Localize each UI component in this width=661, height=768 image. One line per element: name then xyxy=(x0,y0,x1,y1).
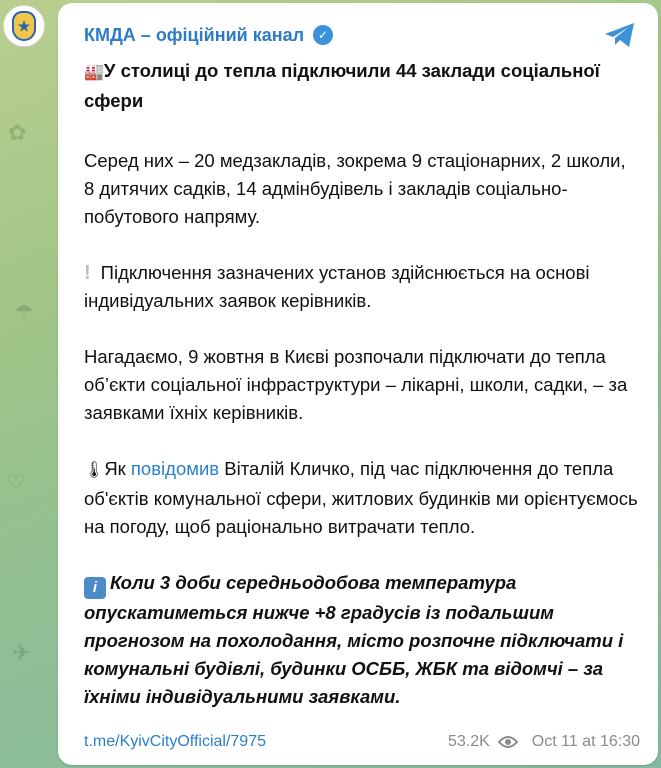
post-title xyxy=(84,57,640,115)
message-footer xyxy=(84,731,640,753)
post-link[interactable]: t.me/KyivCityOfficial/7975 xyxy=(84,733,266,750)
paragraph-text: Як xyxy=(104,458,131,479)
post-paragraph: Серед них – 20 медзакладів, зокрема 9 стаціонарних, 2 школи, 8 дитячих садків, 14 адмінбудівель і закладів соціально-побутового напряму. xyxy=(84,150,626,227)
kyiv-coat-of-arms-icon: ★ xyxy=(12,11,36,41)
views-count: 53.2K xyxy=(447,733,490,750)
verified-badge-icon: ✓ xyxy=(313,25,333,45)
background-doodle: ☂ xyxy=(14,300,34,325)
paragraph-text: Підключення зазначених установ здійснюється на основі індивідуальних заявок керівників. xyxy=(84,262,590,311)
paragraph-text: Коли 3 доби середньодобова температура опускатиметься нижче +8 градусів із подальшим прогнозом на похолодання, місто розпочне підключати і комунальні будівлі, будинки ОСББ, ЖБК та відомчі – за їхніми індивідуальними заявками. xyxy=(84,572,624,707)
post-paragraph xyxy=(84,259,640,315)
telegram-share-icon[interactable] xyxy=(604,22,636,48)
channel-avatar[interactable] xyxy=(3,5,45,47)
message-card xyxy=(58,3,658,765)
factory-icon: 🏭 xyxy=(84,64,104,81)
eye-icon xyxy=(498,735,518,749)
background-doodle: ✿ xyxy=(8,120,27,145)
post-paragraph xyxy=(84,569,640,711)
background-doodle: ✈ xyxy=(12,640,31,665)
post-title-text: У столиці до тепла підключили 44 заклади соціальної сфери xyxy=(84,60,600,111)
background-doodle: ♡ xyxy=(6,470,26,495)
message-header xyxy=(84,17,640,53)
channel-name[interactable]: КМДА – офіційний канал xyxy=(84,24,305,45)
thermometer-icon: 🌡 xyxy=(84,462,105,479)
post-paragraph xyxy=(84,455,640,541)
post-date: Oct 11 at 16:30 xyxy=(531,733,640,750)
info-icon: i xyxy=(84,577,106,599)
paragraph-text: Віталій Кличко, під час підключення до тепла об'єктів комунальної сфери, житлових будинків ми орієнтуємось на погоду, щоб раціонально витрачати тепло. xyxy=(84,458,638,537)
mention-link[interactable]: повідомив xyxy=(130,458,220,479)
message-meta xyxy=(448,733,640,751)
post-paragraph: Нагадаємо, 9 жовтня в Києві розпочали підключати до тепла об’єкти соціальної інфраструктури – лікарні, школи, садки, – за заявками їхніх керівників. xyxy=(84,346,628,423)
exclamation-icon: ! xyxy=(84,262,91,284)
